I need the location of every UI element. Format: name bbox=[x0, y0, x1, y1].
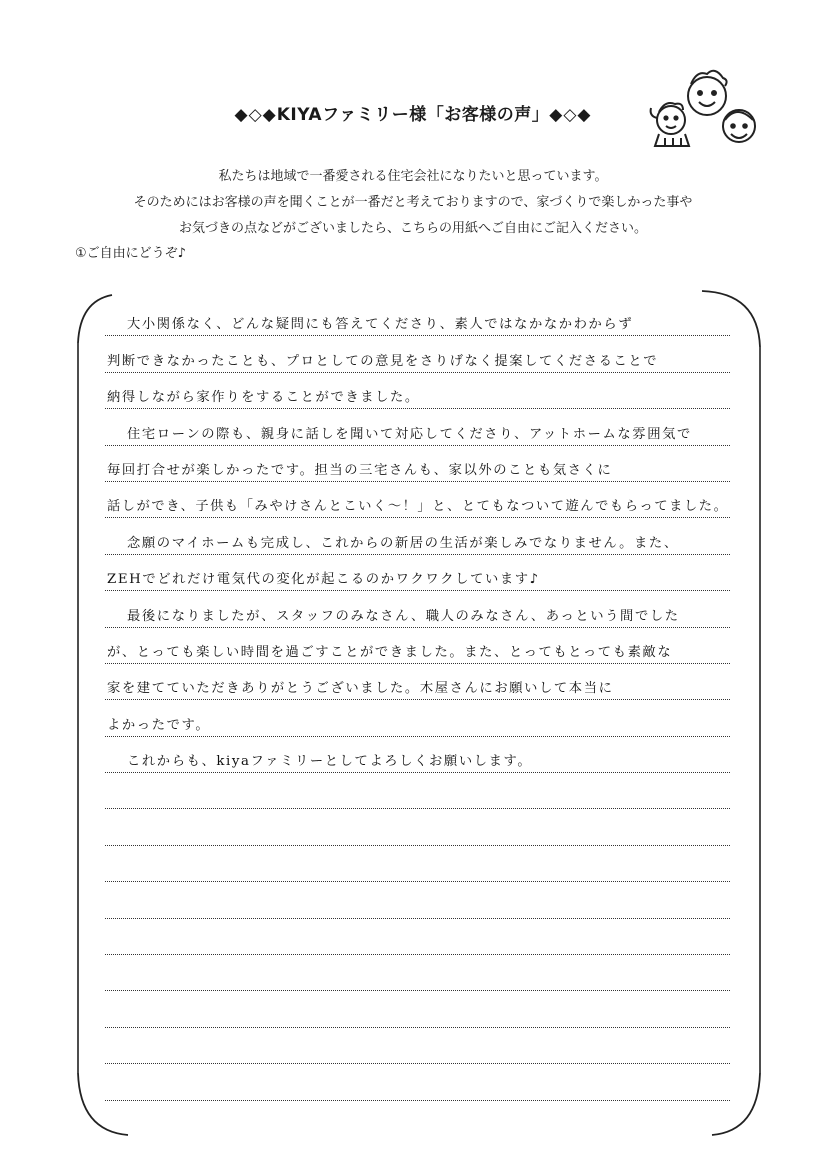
handwritten-text: 家を建てていただきありがとうございました。木屋さんにお願いして本当に bbox=[107, 681, 614, 697]
title-text: KIYAファミリー様「お客様の声」 bbox=[276, 105, 550, 125]
comment-line bbox=[105, 409, 730, 445]
comment-line bbox=[105, 846, 730, 882]
comment-line bbox=[105, 591, 730, 627]
handwritten-text: よかったです。 bbox=[107, 717, 211, 733]
comment-line bbox=[105, 482, 730, 518]
comment-line bbox=[105, 773, 730, 809]
handwritten-text: 最後になりましたが、スタッフのみなさん、職人のみなさん、あっという間でした bbox=[127, 608, 680, 624]
comment-line bbox=[105, 700, 730, 736]
comment-line bbox=[105, 446, 730, 482]
intro-line-1: 私たちは地域で一番愛される住宅会社になりたいと思っています。 bbox=[218, 169, 608, 184]
comment-line bbox=[105, 555, 730, 591]
comment-line bbox=[105, 737, 730, 773]
intro-line-2: そのためにはお客様の声を聞くことが一番だと考えておりますので、家づくりで楽しかった事や bbox=[133, 195, 693, 210]
handwritten-text: ZEHでどれだけ電気代の変化が起こるのかワクワクしています♪ bbox=[107, 572, 540, 588]
handwritten-text: 毎回打合せが楽しかったです。担当の三宅さんも、家以外のことも気さくに bbox=[107, 462, 613, 478]
comment-line bbox=[105, 1064, 730, 1100]
intro-line-3: お気づきの点などがございましたら、こちらの用紙へご自由にご記入ください。 bbox=[178, 221, 647, 236]
handwritten-text: 納得しながら家作りをすることができました。 bbox=[107, 390, 420, 406]
comment-line bbox=[105, 991, 730, 1027]
comment-line bbox=[105, 518, 730, 554]
handwritten-text: が、とっても楽しい時間を過ごすことができました。また、とってもとっても素敵な bbox=[107, 644, 673, 660]
comment-line bbox=[105, 955, 730, 991]
comment-line bbox=[105, 882, 730, 918]
dotted-rule bbox=[105, 1100, 730, 1101]
free-comment-prompt: ①ご自由にどうぞ♪ bbox=[75, 246, 186, 261]
comment-line bbox=[105, 809, 730, 845]
handwritten-text: 判断できなかったことも、プロとしての意見をさりげなく提案してくださることで bbox=[107, 353, 659, 369]
diamond-decoration-right: ◆◇◆ bbox=[549, 105, 592, 125]
handwritten-text: 話しができ、子供も「みやけさんとこいく〜！」と、とてもなついて遊んでもらってました。 bbox=[107, 499, 729, 515]
family-faces-illustration bbox=[645, 68, 760, 158]
comment-line bbox=[105, 1028, 730, 1064]
comment-line bbox=[105, 664, 730, 700]
comment-line bbox=[105, 336, 730, 372]
comment-line bbox=[105, 300, 730, 336]
handwritten-text: 念願のマイホームも完成し、これからの新居の生活が楽しみでなりません。また、 bbox=[127, 535, 679, 551]
diamond-decoration-left: ◆◇◆ bbox=[234, 105, 277, 125]
handwritten-text: 大小関係なく、どんな疑問にも答えてくださり、素人ではなかなかわからず bbox=[127, 317, 634, 333]
handwritten-text: 住宅ローンの際も、親身に話しを聞いて対応してくださり、アットホームな雰囲気で bbox=[127, 426, 692, 442]
handwritten-comment-area bbox=[105, 300, 730, 1101]
handwritten-text: これからも、kiyaファミリーとしてよろしくお願いします。 bbox=[127, 754, 533, 770]
comment-line bbox=[105, 919, 730, 955]
comment-line bbox=[105, 628, 730, 664]
comment-line bbox=[105, 373, 730, 409]
